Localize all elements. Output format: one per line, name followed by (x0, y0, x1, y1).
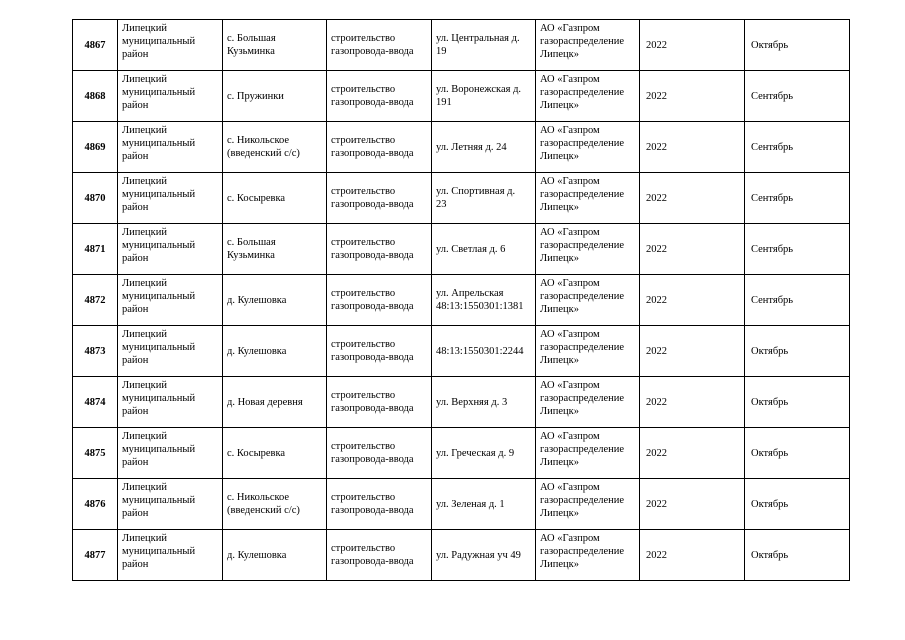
work-type-text: строительство газопровода-ввода (331, 441, 414, 465)
table-body (73, 20, 850, 581)
locality-cell (223, 275, 327, 326)
organization-cell (536, 71, 640, 122)
record-number-text: 4875 (84, 447, 106, 459)
organization-text: АО «Газпром газораспределение Липецк» (540, 278, 625, 315)
work-type-cell (327, 275, 432, 326)
address-cell (432, 326, 536, 377)
work-type-cell (327, 377, 432, 428)
month-cell (745, 224, 850, 275)
table-row (73, 122, 850, 173)
year-cell (640, 275, 745, 326)
year-text: 2022 (646, 294, 667, 306)
work-type-cell (327, 326, 432, 377)
record-number-cell (73, 20, 118, 71)
district-cell (118, 530, 223, 581)
month-text: Октябрь (751, 498, 789, 510)
locality-cell (223, 20, 327, 71)
month-text: Октябрь (751, 396, 789, 408)
document-page (72, 19, 850, 581)
table-row (73, 530, 850, 581)
year-cell (640, 173, 745, 224)
district-text: Липецкий муниципальный район (122, 278, 196, 315)
organization-text: АО «Газпром газораспределение Липецк» (540, 23, 625, 60)
district-cell (118, 428, 223, 479)
locality-text: д. Кулешовка (227, 294, 287, 306)
organization-text: АО «Газпром газораспределение Липецк» (540, 125, 625, 162)
organization-text: АО «Газпром газораспределение Липецк» (540, 431, 625, 468)
year-cell (640, 122, 745, 173)
district-cell (118, 479, 223, 530)
address-cell (432, 530, 536, 581)
work-type-text: строительство газопровода-ввода (331, 135, 414, 159)
month-cell (745, 428, 850, 479)
address-text: ул. Греческая д. 9 (436, 447, 515, 459)
organization-cell (536, 122, 640, 173)
locality-text: с. Никольское (введенский с/с) (227, 135, 300, 159)
locality-cell (223, 224, 327, 275)
work-type-text: строительство газопровода-ввода (331, 339, 414, 363)
record-number-cell (73, 275, 118, 326)
address-text: ул. Светлая д. 6 (436, 243, 506, 255)
address-text: ул. Верхняя д. 3 (436, 396, 508, 408)
month-text: Сентябрь (751, 90, 794, 102)
month-cell (745, 530, 850, 581)
district-cell (118, 224, 223, 275)
year-text: 2022 (646, 549, 667, 561)
table-row (73, 479, 850, 530)
month-text: Октябрь (751, 447, 789, 459)
year-text: 2022 (646, 39, 667, 51)
record-number-text: 4871 (84, 243, 106, 255)
district-cell (118, 20, 223, 71)
year-cell (640, 479, 745, 530)
record-number-cell (73, 173, 118, 224)
year-cell (640, 428, 745, 479)
record-number-text: 4876 (84, 498, 106, 510)
organization-cell (536, 224, 640, 275)
district-text: Липецкий муниципальный район (122, 74, 196, 111)
month-cell (745, 326, 850, 377)
year-text: 2022 (646, 192, 667, 204)
month-cell (745, 173, 850, 224)
organization-cell (536, 428, 640, 479)
address-cell (432, 224, 536, 275)
locality-text: д. Новая деревня (227, 396, 303, 408)
locality-cell (223, 377, 327, 428)
locality-text: с. Пружинки (227, 90, 284, 102)
organization-cell (536, 377, 640, 428)
work-type-text: строительство газопровода-ввода (331, 543, 414, 567)
record-number-cell (73, 71, 118, 122)
record-number-cell (73, 530, 118, 581)
year-cell (640, 530, 745, 581)
work-type-cell (327, 224, 432, 275)
locality-cell (223, 71, 327, 122)
organization-text: АО «Газпром газораспределение Липецк» (540, 227, 625, 264)
month-cell (745, 377, 850, 428)
year-cell (640, 20, 745, 71)
year-cell (640, 71, 745, 122)
district-cell (118, 71, 223, 122)
month-text: Сентябрь (751, 243, 794, 255)
work-type-cell (327, 122, 432, 173)
year-cell (640, 224, 745, 275)
gas-connection-table (72, 19, 850, 581)
year-cell (640, 377, 745, 428)
record-number-cell (73, 479, 118, 530)
year-text: 2022 (646, 498, 667, 510)
locality-text: с. Косыревка (227, 192, 286, 204)
month-cell (745, 71, 850, 122)
organization-cell (536, 20, 640, 71)
locality-text: д. Кулешовка (227, 345, 287, 357)
record-number-cell (73, 377, 118, 428)
district-text: Липецкий муниципальный район (122, 176, 196, 213)
district-text: Липецкий муниципальный район (122, 329, 196, 366)
address-text: ул. Центральная д. 19 (436, 33, 520, 57)
work-type-text: строительство газопровода-ввода (331, 492, 414, 516)
year-text: 2022 (646, 396, 667, 408)
address-text: ул. Воронежская д. 191 (436, 84, 522, 108)
month-cell (745, 122, 850, 173)
table-row (73, 173, 850, 224)
year-text: 2022 (646, 90, 667, 102)
address-cell (432, 275, 536, 326)
organization-cell (536, 530, 640, 581)
work-type-cell (327, 20, 432, 71)
address-cell (432, 173, 536, 224)
year-text: 2022 (646, 447, 667, 459)
month-cell (745, 20, 850, 71)
record-number-text: 4867 (84, 39, 106, 51)
table-row (73, 275, 850, 326)
district-cell (118, 122, 223, 173)
table-row (73, 428, 850, 479)
year-text: 2022 (646, 345, 667, 357)
table-row (73, 377, 850, 428)
district-text: Липецкий муниципальный район (122, 431, 196, 468)
record-number-text: 4869 (84, 141, 106, 153)
locality-cell (223, 428, 327, 479)
locality-cell (223, 122, 327, 173)
organization-text: АО «Газпром газораспределение Липецк» (540, 380, 625, 417)
locality-text: с. Косыревка (227, 447, 286, 459)
locality-cell (223, 173, 327, 224)
month-text: Сентябрь (751, 141, 794, 153)
organization-cell (536, 173, 640, 224)
address-text: ул. Спортивная д. 23 (436, 186, 516, 210)
month-text: Октябрь (751, 39, 789, 51)
district-text: Липецкий муниципальный район (122, 380, 196, 417)
organization-text: АО «Газпром газораспределение Липецк» (540, 482, 625, 519)
work-type-cell (327, 71, 432, 122)
work-type-text: строительство газопровода-ввода (331, 390, 414, 414)
address-cell (432, 71, 536, 122)
table-row (73, 71, 850, 122)
work-type-text: строительство газопровода-ввода (331, 33, 414, 57)
locality-text: с. Никольское (введенский с/с) (227, 492, 300, 516)
record-number-text: 4868 (84, 90, 106, 102)
locality-text: д. Кулешовка (227, 549, 287, 561)
district-text: Липецкий муниципальный район (122, 533, 196, 570)
work-type-text: строительство газопровода-ввода (331, 288, 414, 312)
record-number-text: 4870 (84, 192, 106, 204)
address-text: ул. Летняя д. 24 (436, 141, 507, 153)
work-type-cell (327, 479, 432, 530)
work-type-cell (327, 428, 432, 479)
district-text: Липецкий муниципальный район (122, 227, 196, 264)
table-row (73, 20, 850, 71)
locality-cell (223, 479, 327, 530)
work-type-text: строительство газопровода-ввода (331, 186, 414, 210)
address-cell (432, 20, 536, 71)
organization-text: АО «Газпром газораспределение Липецк» (540, 533, 625, 570)
district-cell (118, 173, 223, 224)
district-text: Липецкий муниципальный район (122, 482, 196, 519)
record-number-text: 4873 (84, 345, 106, 357)
record-number-cell (73, 326, 118, 377)
month-text: Октябрь (751, 345, 789, 357)
work-type-text: строительство газопровода-ввода (331, 237, 414, 261)
organization-text: АО «Газпром газораспределение Липецк» (540, 74, 625, 111)
district-cell (118, 377, 223, 428)
district-cell (118, 275, 223, 326)
locality-cell (223, 530, 327, 581)
organization-cell (536, 326, 640, 377)
year-text: 2022 (646, 243, 667, 255)
locality-text: с. Большая Кузьминка (227, 33, 276, 57)
month-cell (745, 275, 850, 326)
locality-text: с. Большая Кузьминка (227, 237, 276, 261)
organization-text: АО «Газпром газораспределение Липецк» (540, 176, 625, 213)
month-text: Сентябрь (751, 192, 794, 204)
address-text: 48:13:1550301:2244 (436, 345, 524, 357)
address-cell (432, 122, 536, 173)
table-row (73, 224, 850, 275)
month-text: Октябрь (751, 549, 789, 561)
month-cell (745, 479, 850, 530)
address-cell (432, 377, 536, 428)
record-number-cell (73, 224, 118, 275)
address-cell (432, 479, 536, 530)
record-number-text: 4877 (84, 549, 106, 561)
record-number-text: 4874 (84, 396, 106, 408)
work-type-text: строительство газопровода-ввода (331, 84, 414, 108)
organization-cell (536, 275, 640, 326)
record-number-cell (73, 428, 118, 479)
district-text: Липецкий муниципальный район (122, 125, 196, 162)
district-cell (118, 326, 223, 377)
record-number-text: 4872 (84, 294, 106, 306)
table-row (73, 326, 850, 377)
locality-cell (223, 326, 327, 377)
year-cell (640, 326, 745, 377)
district-text: Липецкий муниципальный район (122, 23, 196, 60)
work-type-cell (327, 173, 432, 224)
organization-text: АО «Газпром газораспределение Липецк» (540, 329, 625, 366)
address-cell (432, 428, 536, 479)
address-text: ул. Радужная уч 49 (436, 549, 521, 561)
address-text: ул. Зеленая д. 1 (436, 498, 505, 510)
year-text: 2022 (646, 141, 667, 153)
work-type-cell (327, 530, 432, 581)
record-number-cell (73, 122, 118, 173)
address-text: ул. Апрельская 48:13:1550301:1381 (436, 288, 524, 312)
month-text: Сентябрь (751, 294, 794, 306)
organization-cell (536, 479, 640, 530)
